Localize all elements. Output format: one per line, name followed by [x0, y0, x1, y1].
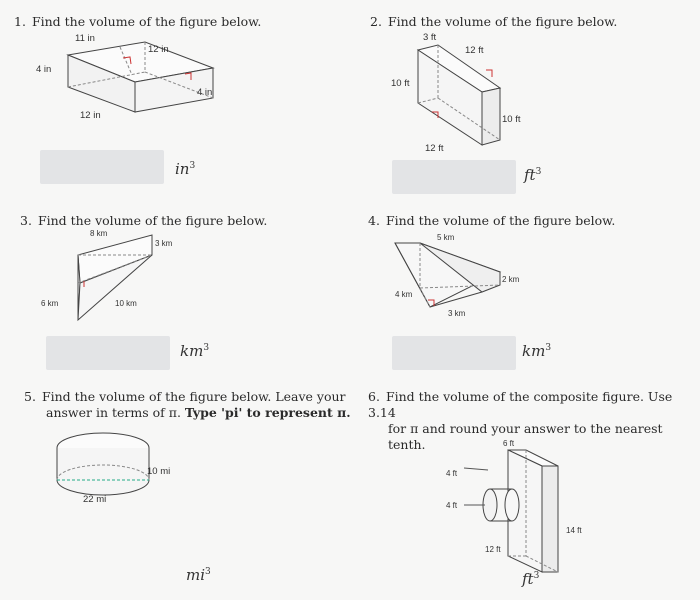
p1-label-bottom: 12 in — [80, 110, 101, 121]
p2-label-right: 10 ft — [502, 114, 521, 125]
p6-label-cyl-diam: 4 ft — [446, 469, 458, 478]
p1-label-left: 4 in — [36, 64, 52, 75]
problem-2-question: 2. Find the volume of the figure below. — [370, 14, 618, 29]
problem-5-unit: $mi^3$ — [186, 566, 211, 584]
problem-2-unit: $ft^3$ — [524, 166, 542, 184]
p6-label-bottom: 12 ft — [485, 545, 501, 554]
p3-label-bottom: 10 km — [115, 299, 137, 308]
p4-label-bottom: 3 km — [448, 309, 466, 318]
problem-4-unit: $km^3$ — [522, 342, 552, 360]
p6-label-top: 6 ft — [503, 439, 515, 448]
problem-3-question: 3. Find the volume of the figure below. — [20, 213, 268, 228]
p3-label-top-right: 3 km — [155, 239, 173, 248]
p6-label-right: 14 ft — [566, 526, 582, 535]
p2-label-left: 10 ft — [391, 78, 410, 89]
p3-label-left: 6 km — [41, 299, 59, 308]
p6-label-cyl-len: 4 ft — [446, 501, 458, 510]
p2-label-bottom: 12 ft — [425, 143, 444, 154]
p4-label-top: 5 km — [437, 233, 455, 242]
problem-1-unit: $in^3$ — [175, 160, 196, 178]
p5-label-diameter: 22 mi — [83, 494, 107, 505]
p2-label-top-right: 12 ft — [465, 45, 484, 56]
p3-label-top: 8 km — [90, 229, 108, 238]
problem-5-question: 5. Find the volume of the figure below. Leave your answer in terms of π. Type 'pi' to represent π. — [24, 389, 351, 420]
p4-label-left: 4 km — [395, 290, 413, 299]
problem-6-unit: $ft^3$ — [522, 570, 540, 588]
p2-label-top: 3 ft — [423, 32, 437, 43]
p1-label-top-right: 12 in — [148, 44, 169, 55]
problem-1-question: 1. Find the volume of the figure below. — [14, 14, 262, 29]
problem-6-question: 6. Find the volume of the composite figure. Use 3.14 for π and round your answer to the nearest tenth. — [368, 389, 673, 452]
p4-label-right: 2 km — [502, 275, 520, 284]
p5-label-height: 10 mi — [147, 466, 171, 477]
p1-label-top: 11 in — [75, 33, 95, 44]
problem-4-question: 4. Find the volume of the figure below. — [368, 213, 616, 228]
p1-label-right: 4 in — [197, 87, 213, 98]
problem-3-unit: $km^3$ — [180, 342, 210, 360]
